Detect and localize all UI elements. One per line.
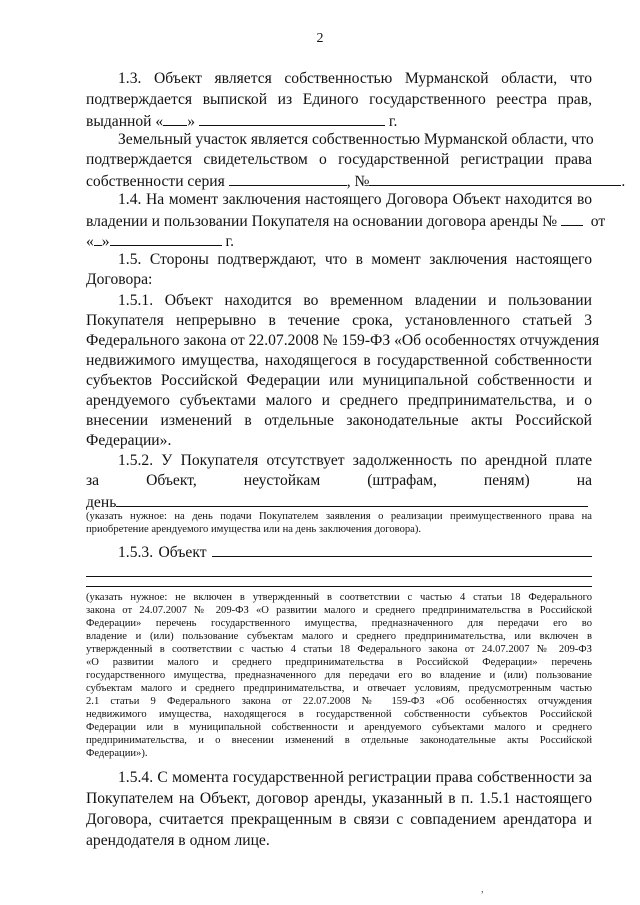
- clause-1-5-3-note-line-8: субъектам малого и среднего предпринимательства, и отвечает условиям, предусмотренным частью: [86, 683, 592, 694]
- series-label: собственности серия: [86, 173, 225, 190]
- clause-1-5-1-line-7: внесении изменений в отдельные законодательные акты Российской: [86, 412, 592, 429]
- clause-1-5-line-1: 1.5. Стороны подтверждают, что в момент заключения настоящего: [118, 251, 592, 268]
- clause-1-5-4-line-3: Договора, считается прекращенным в связи с совпадением арендатора и: [86, 811, 592, 828]
- clause-1-5-3-note-line-4: владение и (или) пользование субъектам малого и среднего предпринимательства, или включен в: [86, 631, 592, 642]
- issue-year-suffix: г.: [388, 113, 398, 130]
- issue-day-field[interactable]: [163, 111, 187, 126]
- clause-1-3-line-2: подтверждается выпиской из Единого государственного реестра прав,: [86, 91, 592, 108]
- certificate-series-field[interactable]: [229, 171, 347, 186]
- clause-1-5-3-line-1: [118, 542, 592, 560]
- debt-date-field[interactable]: [116, 492, 588, 507]
- clause-1-5-1-line-3: Федерального закона от 22.07.2008 № 159-ФЗ «Об особенностях отчуждения: [86, 332, 600, 349]
- scan-mark: ,: [481, 883, 484, 895]
- lease-year-suffix: г.: [225, 233, 235, 250]
- land-plot-line-1: Земельный участок является собственностью Мурманской области, что: [118, 131, 594, 148]
- clause-1-5-4-line-1: 1.5.4. С момента государственной регистрации права собственности за: [118, 769, 592, 786]
- clause-1-5-1-line-2: Покупателя непрерывно в течение срока, установленного статьей 3: [86, 312, 592, 329]
- clause-1-5-2-line-1: 1.5.2. У Покупателя отсутствует задолженность по арендной плате: [118, 452, 592, 469]
- clause-1-3-line-3: [86, 111, 592, 129]
- clause-1-5-4-line-2: Покупателем на Объект, договор аренды, указанный в п. 1.5.1 настоящего: [86, 790, 592, 807]
- lease-number-label: владении и пользовании Покупателя на основании договора аренды №: [86, 213, 558, 230]
- clause-1-5-3-note-line-7: государственного имущества, предназначенного для передачи его во владение и (или) пользование: [86, 670, 592, 681]
- certificate-number-field[interactable]: [369, 171, 621, 186]
- clause-1-5-3-note-line-12: предпринимательства, и о внесении изменений в отдельные законодательные акты Российской: [86, 735, 592, 746]
- page-number: 2: [316, 31, 324, 46]
- issued-label: выданной «: [86, 113, 164, 130]
- land-plot-line-3: [86, 171, 626, 190]
- clause-1-5-1-line-6: арендуемого субъектами малого и среднего предпринимательства, и о: [86, 392, 592, 409]
- clause-1-5-2-note-line-2: приобретение арендуемого имущества или на день заключения договора).: [86, 524, 422, 535]
- object-label: 1.5.3. Объект: [118, 544, 207, 561]
- issue-month-year-field[interactable]: [199, 111, 385, 126]
- clause-1-5-1-line-1: 1.5.1. Объект находится во временном владении и пользовании: [118, 292, 592, 309]
- clause-1-5-3-note-line-6: «О развитии малого и среднего предпринимательства в Российской Федерации» перечень: [86, 657, 592, 668]
- lease-day-field[interactable]: [94, 231, 102, 246]
- number-label: , №: [346, 173, 370, 190]
- lease-quote-close: »: [101, 233, 110, 250]
- clause-1-5-3-note-line-5: утвержденный в соответствии с частью 4 статьи 18 Федерального закона от 24.07.2007 № 209-ФЗ: [86, 644, 592, 655]
- day-label: день: [86, 494, 117, 511]
- clause-1-5-1-line-5: субъектов Российской Федерации или муниципальной собственности и: [86, 372, 592, 389]
- lease-date-field[interactable]: [110, 231, 222, 246]
- clause-1-5-line-2: Договора:: [86, 271, 153, 288]
- object-status-field[interactable]: [212, 542, 592, 557]
- clause-1-5-2-line-2: за Объект, неустойкам (штрафам, пеням) на: [86, 472, 592, 489]
- issue-quote-close: »: [187, 113, 196, 130]
- clause-1-3-line-1: 1.3. Объект является собственностью Мурманской области, что: [118, 70, 592, 87]
- clause-1-4-line-1: 1.4. На момент заключения настоящего Договора Объект находится во: [118, 191, 592, 208]
- lease-from-label: от: [590, 213, 606, 230]
- clause-1-5-3-note-line-9: 2.1 статьи 9 Федерального закона от 22.07.2008 № 159-ФЗ «Об особенностях отчуждения: [86, 696, 592, 707]
- clause-1-5-1-line-4: недвижимого имущества, находящегося в государственной собственности: [86, 352, 592, 369]
- land-period: .: [621, 173, 626, 190]
- clause-1-5-2-line-3: [86, 492, 592, 510]
- land-plot-line-2: подтверждается свидетельством о государственной регистрации права: [86, 151, 592, 168]
- clause-1-5-3-note-line-13: Федерации»).: [86, 748, 148, 759]
- clause-1-5-4-line-4: арендодателя в одном лице.: [86, 832, 270, 849]
- clause-1-5-1-line-8: Федерации».: [86, 432, 172, 449]
- lease-quote-open: «: [86, 233, 94, 250]
- clause-1-5-3-note-line-11: Федерации или в муниципальной собственности и арендуемого субъектами малого и среднего: [86, 722, 592, 733]
- clause-1-4-line-2: [86, 211, 606, 230]
- note-top-rule: [86, 586, 592, 587]
- clause-1-5-2-note-line-1: (указать нужное: на день подачи Покупателем заявления о реализации преимущественного права на: [86, 511, 592, 522]
- clause-1-5-3-note-line-3: Федерации» перечень государственного имущества, предназначенного для передачи его во: [86, 618, 592, 629]
- clause-1-5-3-note-line-2: закона от 24.07.2007 № 209-ФЗ «О развитии малого и среднего предпринимательства в Российской: [86, 605, 592, 616]
- clause-1-5-3-note-line-10: недвижимого имущества, находящегося в государственной собственности субъектов Российской: [86, 709, 592, 720]
- object-status-field-line-2[interactable]: [86, 576, 592, 577]
- clause-1-5-3-note-line-1: (указать нужное: не включен в утвержденный в соответствии с частью 4 статьи 18 Федерального: [86, 592, 592, 603]
- lease-number-field[interactable]: [561, 211, 583, 226]
- clause-1-4-line-3: [86, 231, 592, 249]
